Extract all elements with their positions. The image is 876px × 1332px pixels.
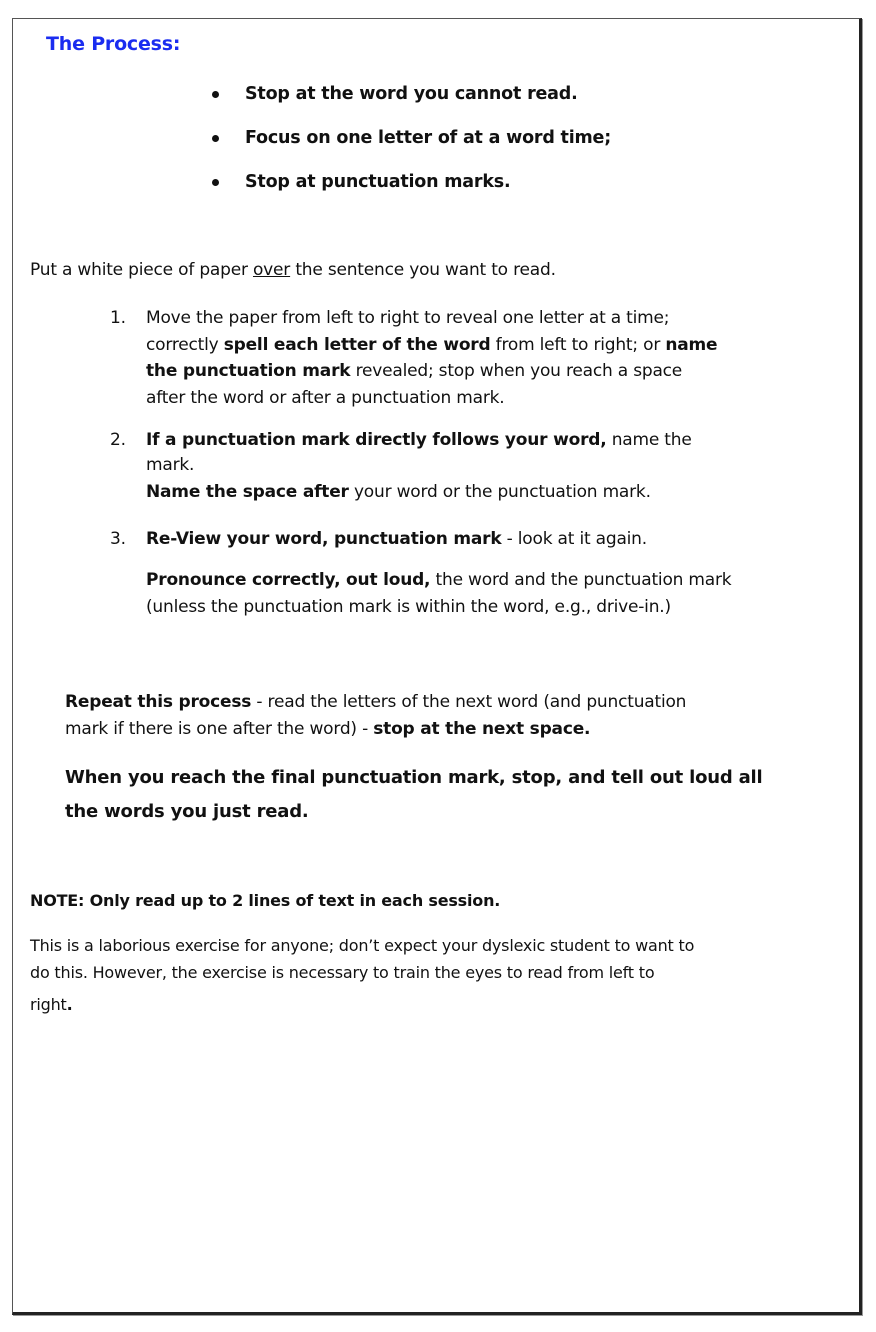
bullet-icon [212,179,219,186]
bold-text: Re-View your word, punctuation mark [146,529,502,549]
text: revealed; stop when you reach a space [350,361,683,381]
final-instruction: When you reach the final punctuation mark, stop, and tell out loud all [65,767,763,788]
bold-text: name [665,335,718,355]
text: after the word or after a punctuation mark. [146,388,505,408]
text: from left to right; or [490,335,666,355]
text: Put a white piece of paper [30,260,253,280]
text: - look at it again. [501,529,647,549]
step-1-line [146,387,504,409]
closing-paragraph: This is a laborious exercise for anyone; don’t expect your dyslexic student to want to [30,936,695,955]
text: mark if there is one after the word) - [65,719,374,739]
document-page [12,18,862,1315]
step-number: 3. [110,529,126,549]
text: the word and the punctuation mark [430,570,732,590]
bullet-text: Stop at punctuation marks. [245,172,511,192]
step-1-line [110,307,670,329]
text: the sentence you want to read. [290,260,556,280]
text: (unless the punctuation mark is within the word, e.g., drive-in.) [146,597,671,617]
final-instruction: the words you just read. [65,801,309,822]
text: name the [606,430,692,450]
step-3-line [146,569,731,591]
step-2-line [110,429,692,451]
step-3-line [110,528,647,550]
step-1-line [146,334,717,356]
bold-text: stop at the next space. [373,719,591,739]
text: your word or the punctuation mark. [348,482,651,502]
bold-text: Pronounce correctly, out loud, [146,570,431,590]
step-2-line [146,481,651,503]
underlined-text: over [252,260,291,280]
bullet-item [245,171,510,193]
step-number: 1. [110,308,126,328]
text: correctly [146,335,224,355]
bold-text: If a punctuation mark directly follows your word, [146,430,607,450]
intro-paragraph [30,259,556,281]
bullet-icon [212,91,219,98]
closing-paragraph: do this. However, the exercise is necessary to train the eyes to read from left to [30,963,655,982]
text: mark. [146,455,195,475]
step-number: 2. [110,430,126,450]
bullet-text: Focus on one letter of at a word time; [245,128,612,148]
step-2-line [146,454,194,476]
text: - read the letters of the next word (and punctuation [251,692,687,712]
step-1-line [146,360,682,382]
repeat-paragraph [65,691,686,713]
repeat-paragraph [65,718,590,740]
closing-paragraph [30,994,73,1016]
bullet-icon [212,135,219,142]
bold-text: . [66,995,73,1014]
note: NOTE: Only read up to 2 lines of text in each session. [30,891,501,910]
bold-text: Repeat this process [65,692,252,712]
bullet-item [245,127,611,149]
text: right [30,995,67,1014]
text: Move the paper from left to right to reveal one letter at a time; [146,308,670,328]
bold-text: Name the space after [146,482,349,502]
step-3-line [146,596,671,618]
bullet-item [245,83,578,105]
bold-text: the punctuation mark [146,361,351,381]
section-title: The Process: [46,33,181,55]
bullet-text: Stop at the word you cannot read. [245,84,578,104]
bold-text: spell each letter of the word [223,335,491,355]
